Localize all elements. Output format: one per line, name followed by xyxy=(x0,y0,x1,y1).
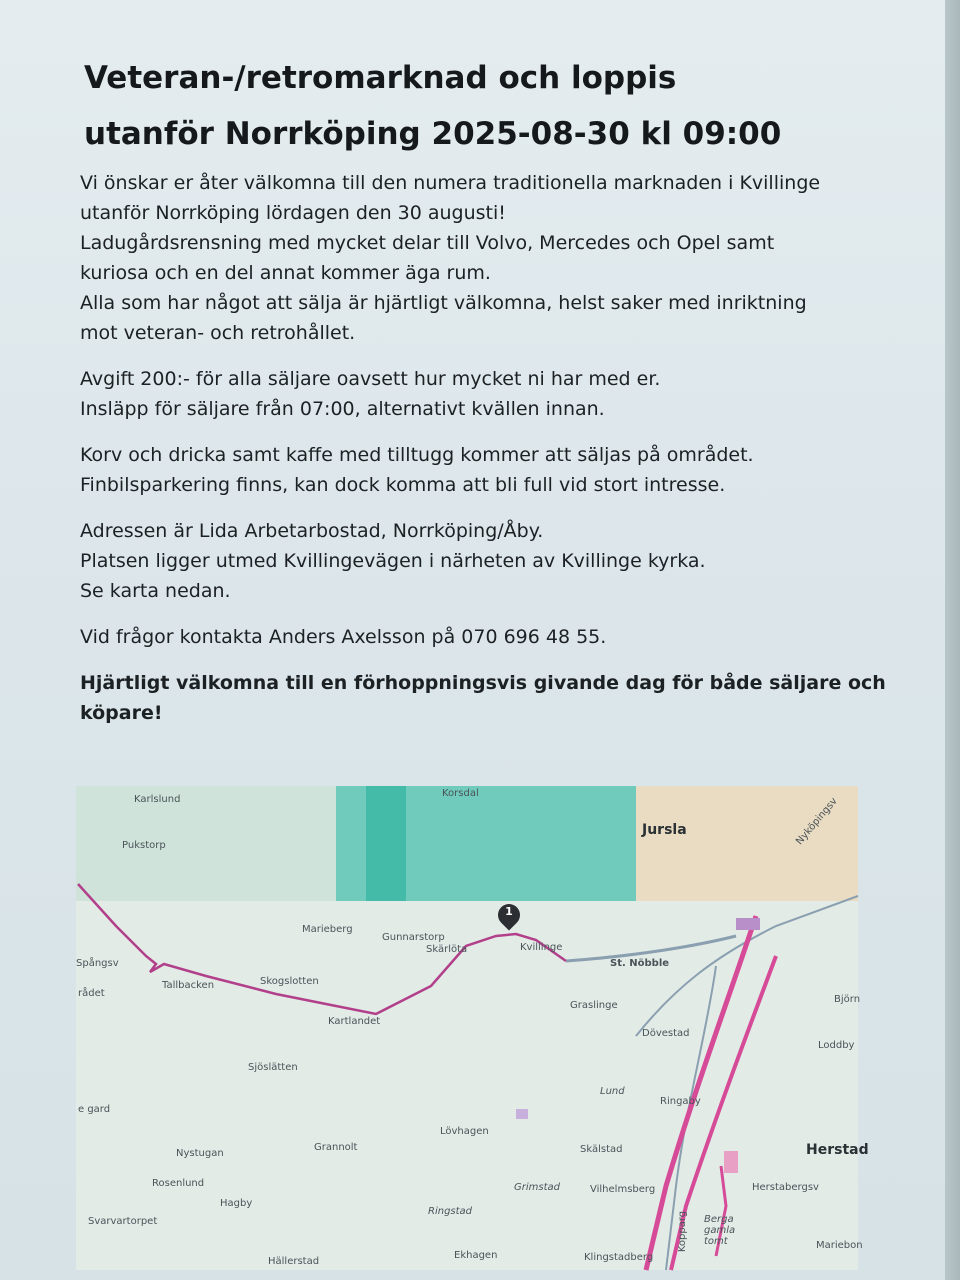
body-line: Adressen är Lida Arbetarbostad, Norrköping/Åby. xyxy=(80,520,544,542)
closing-line-2: köpare! xyxy=(80,702,163,724)
map-label: Grimstad xyxy=(514,1182,560,1193)
map-label: Kopparg xyxy=(677,1210,689,1253)
map-label: Kartlandet xyxy=(328,1016,381,1027)
map-route xyxy=(78,884,566,1014)
food-paragraph xyxy=(80,440,880,500)
map-label: Ringstad xyxy=(428,1206,473,1217)
map-label: Loddby xyxy=(818,1040,855,1051)
map-label: Herstabergsv xyxy=(752,1182,819,1193)
map-label: Vilhelmsberg xyxy=(590,1184,656,1195)
body-line: Insläpp för säljare från 07:00, alternativt kvällen innan. xyxy=(80,398,605,420)
map-label: Mariebon xyxy=(816,1240,863,1251)
map-label: Spångsv xyxy=(76,958,119,969)
body-line: kuriosa och en del annat kommer äga rum. xyxy=(80,262,491,284)
body-line: Avgift 200:- för alla säljare oavsett hur mycket ni har med er. xyxy=(80,368,661,390)
map-highway-shield xyxy=(736,918,760,930)
closing-line-1: Hjärtligt välkomna till en förhoppningsvis givande dag för både säljare och xyxy=(80,672,886,694)
map-label: Björn xyxy=(834,994,861,1005)
map-label: Grannolt xyxy=(314,1142,358,1153)
fee-paragraph xyxy=(80,364,880,424)
map-label: Graslinge xyxy=(570,1000,618,1011)
map-label: Herstad xyxy=(806,1142,869,1158)
map-label: Nystugan xyxy=(176,1148,224,1159)
body-line: Alla som har något att sälja är hjärtligt välkomna, helst saker med inriktning xyxy=(80,292,807,314)
map-label: Karlslund xyxy=(134,794,181,805)
title-line-1: Veteran-/retromarknad och loppis xyxy=(84,60,677,96)
closing-paragraph xyxy=(80,668,886,728)
map-label: Nyköpingsv xyxy=(794,795,840,848)
body-line: mot veteran- och retrohållet. xyxy=(80,322,356,344)
map-teal-stripe xyxy=(366,786,406,901)
body-line: Ladugårdsrensning med mycket delar till Volvo, Mercedes och Opel samt xyxy=(80,232,775,254)
body-line: Platsen ligger utmed Kvillingevägen i närheten av Kvillinge kyrka. xyxy=(80,550,706,572)
map-label: Dövestad xyxy=(642,1028,690,1039)
map-label: Sjöslätten xyxy=(248,1062,298,1073)
intro-paragraph xyxy=(80,168,880,348)
map-label: Tallbacken xyxy=(162,980,215,991)
body-line: Finbilsparkering finns, kan dock komma att bli full vid stort intresse. xyxy=(80,474,726,496)
map-label: Marieberg xyxy=(302,924,353,935)
body-line: Korv och dricka samt kaffe med tilltugg kommer att säljas på området. xyxy=(80,444,754,466)
map-label: Kvillinge xyxy=(520,942,563,953)
map-label: Skälstad xyxy=(580,1144,623,1155)
body-line: utanför Norrköping lördagen den 30 augusti! xyxy=(80,202,506,224)
map-label: St. Nöbble xyxy=(610,958,670,969)
map-label: Skärlöta xyxy=(426,944,468,955)
map-label: Gunnarstorp xyxy=(382,932,445,943)
flyer-title xyxy=(84,50,864,162)
map-graphics xyxy=(76,786,861,1270)
map-label: Klingstadberg xyxy=(584,1252,654,1263)
map-label: Rosenlund xyxy=(152,1178,205,1189)
location-map xyxy=(76,786,869,1270)
location-pin-number: 1 xyxy=(505,905,513,918)
map-road xyxy=(636,896,861,1036)
paper-edge-shadow xyxy=(945,0,960,1280)
address-paragraph xyxy=(80,516,880,606)
body-line: Vid frågor kontakta Anders Axelsson på 070 696 48 55. xyxy=(80,626,607,648)
map-industrial-area xyxy=(724,1151,738,1173)
map-poi xyxy=(516,1109,528,1119)
map-label: e gard xyxy=(78,1104,111,1115)
contact-paragraph xyxy=(80,622,880,652)
map-label: Jursla xyxy=(642,822,687,838)
body-line: Se karta nedan. xyxy=(80,580,231,602)
map-label: Korsdal xyxy=(442,788,479,799)
map-label: Lövhagen xyxy=(440,1126,489,1137)
title-line-2: utanför Norrköping 2025-08-30 kl 09:00 xyxy=(84,116,782,152)
map-label: Berga gamla tomt xyxy=(704,1214,736,1247)
map-label: Svarvartorpet xyxy=(88,1216,158,1227)
map-label: Pukstorp xyxy=(122,840,166,851)
map-label: rådet xyxy=(78,988,105,999)
map-label: Ekhagen xyxy=(454,1250,498,1261)
map-label: Ringaby xyxy=(660,1096,701,1107)
flyer-body xyxy=(80,168,886,744)
body-line: Vi önskar er åter välkomna till den numera traditionella marknaden i Kvillinge xyxy=(80,172,821,194)
map-label: Hällerstad xyxy=(268,1256,320,1267)
map-label: Hagby xyxy=(220,1198,253,1209)
map-label: Skogslotten xyxy=(260,976,319,987)
map-label: Lund xyxy=(600,1086,625,1097)
